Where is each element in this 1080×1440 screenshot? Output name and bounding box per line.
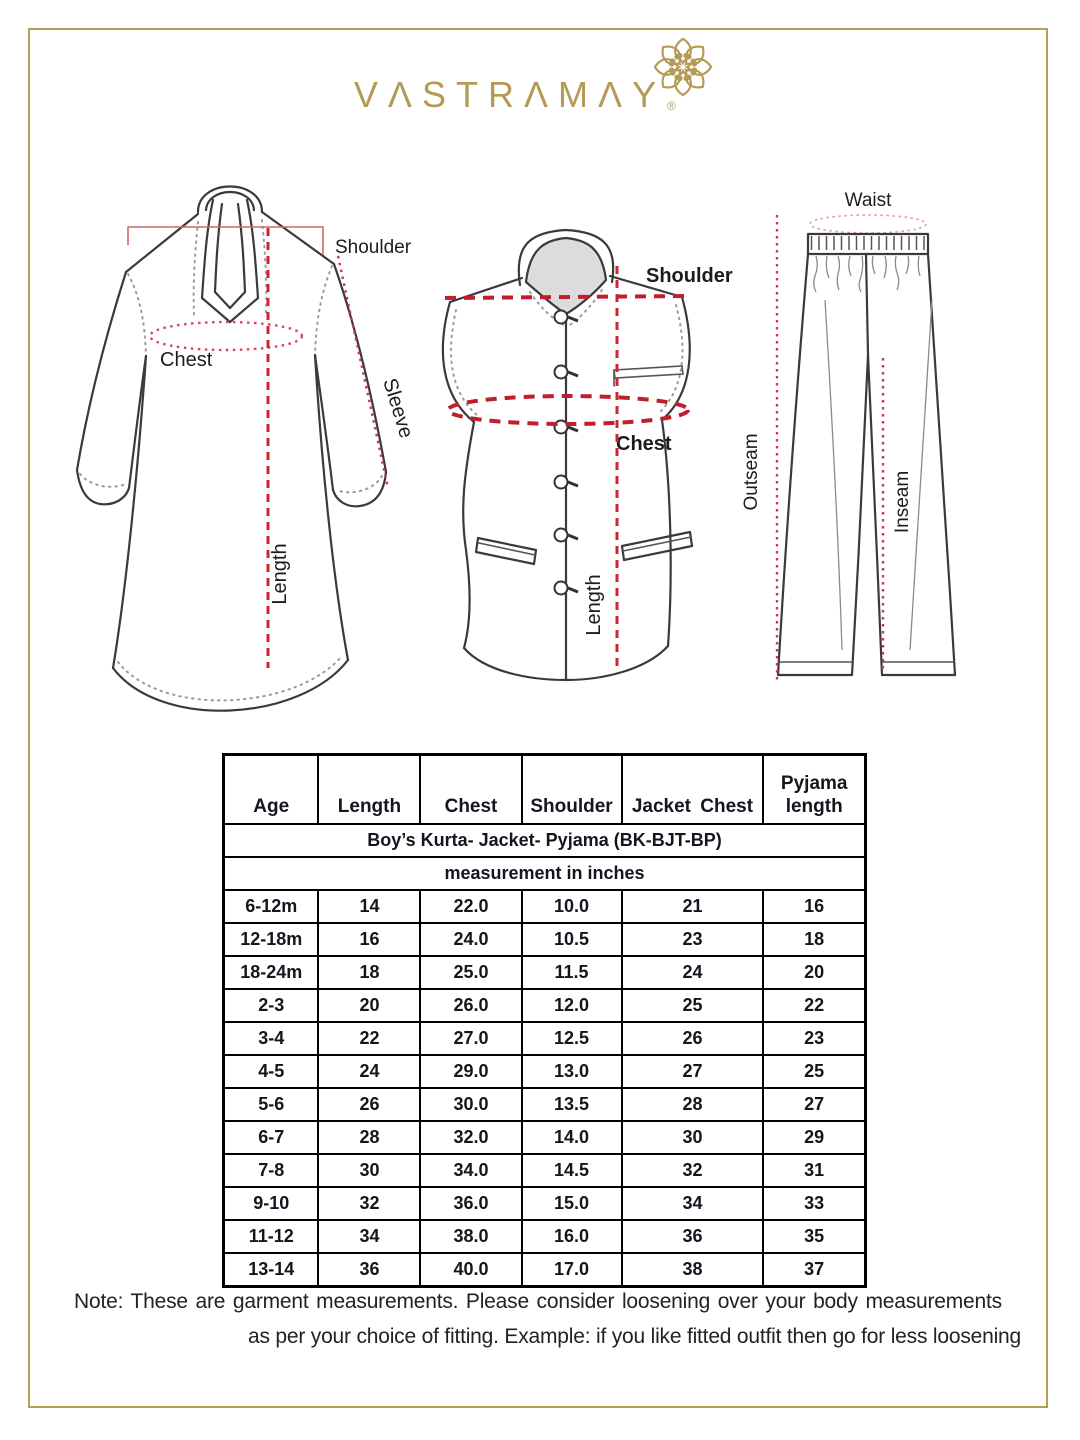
table-cell: 24 xyxy=(622,956,764,989)
kurta-length-label: Length xyxy=(269,543,291,605)
column-header: Chest xyxy=(420,755,521,825)
table-cell: 2-3 xyxy=(224,989,319,1022)
table-cell: 11.5 xyxy=(522,956,622,989)
table-cell: 25.0 xyxy=(420,956,521,989)
table-cell: 40.0 xyxy=(420,1253,521,1287)
table-cell: 25 xyxy=(763,1055,865,1088)
table-cell: 25 xyxy=(622,989,764,1022)
note-line-2: as per your choice of fitting. Example: if you like fitted outfit then go for less loosening xyxy=(247,1325,1021,1348)
table-cell: 38.0 xyxy=(420,1220,521,1253)
table-cell: 34.0 xyxy=(420,1154,521,1187)
table-cell: 23 xyxy=(763,1022,865,1055)
table-row xyxy=(224,1022,866,1055)
table-cell: 20 xyxy=(763,956,865,989)
jacket-length-label: Length xyxy=(583,574,605,636)
pyjama-outseam-label: Outseam xyxy=(741,433,762,511)
table-cell: 7-8 xyxy=(224,1154,319,1187)
table-cell: 29.0 xyxy=(420,1055,521,1088)
table-cell: 38 xyxy=(622,1253,764,1287)
jacket-diagram xyxy=(443,230,733,680)
table-cell: 28 xyxy=(622,1088,764,1121)
table-body xyxy=(224,890,866,1287)
table-cell: 27.0 xyxy=(420,1022,521,1055)
table-cell: 15.0 xyxy=(522,1187,622,1220)
table-cell: 12.5 xyxy=(522,1022,622,1055)
table-cell: 27 xyxy=(622,1055,764,1088)
kurta-sleeve-label: Sleeve xyxy=(378,375,418,441)
note-text xyxy=(55,1284,1021,1354)
table-cell: 16 xyxy=(763,890,865,923)
column-header: Pyjama length xyxy=(763,755,865,825)
table-title-row xyxy=(224,824,866,857)
table-row xyxy=(224,923,866,956)
table-cell: 5-6 xyxy=(224,1088,319,1121)
table-cell: 35 xyxy=(763,1220,865,1253)
table-cell: 32 xyxy=(318,1187,420,1220)
table-cell: 13.5 xyxy=(522,1088,622,1121)
table-row xyxy=(224,956,866,989)
table-cell: 31 xyxy=(763,1154,865,1187)
table-cell: 28 xyxy=(318,1121,420,1154)
column-header: Shoulder xyxy=(522,755,622,825)
table-cell: 32 xyxy=(622,1154,764,1187)
table-cell: 30.0 xyxy=(420,1088,521,1121)
table-subtitle: measurement in inches xyxy=(224,857,866,890)
table-cell: 18-24m xyxy=(224,956,319,989)
table-subtitle-row xyxy=(224,857,866,890)
table-cell: 20 xyxy=(318,989,420,1022)
table-cell: 26 xyxy=(622,1022,764,1055)
table-cell: 29 xyxy=(763,1121,865,1154)
table-cell: 34 xyxy=(318,1220,420,1253)
table-cell: 24.0 xyxy=(420,923,521,956)
table-cell: 30 xyxy=(318,1154,420,1187)
table-row xyxy=(224,1154,866,1187)
table-cell: 27 xyxy=(763,1088,865,1121)
table-cell: 10.5 xyxy=(522,923,622,956)
jacket-shoulder-label: Shoulder xyxy=(646,265,733,287)
table-cell: 14 xyxy=(318,890,420,923)
table-row xyxy=(224,1088,866,1121)
table-cell: 3-4 xyxy=(224,1022,319,1055)
table-cell: 14.5 xyxy=(522,1154,622,1187)
table-cell: 17.0 xyxy=(522,1253,622,1287)
table-row xyxy=(224,1055,866,1088)
column-header: Age xyxy=(224,755,319,825)
table-cell: 11-12 xyxy=(224,1220,319,1253)
table-cell: 13.0 xyxy=(522,1055,622,1088)
table-cell: 18 xyxy=(318,956,420,989)
table-cell: 26.0 xyxy=(420,989,521,1022)
pyjama-inseam-label: Inseam xyxy=(892,470,913,534)
table-cell: 14.0 xyxy=(522,1121,622,1154)
size-chart-table xyxy=(222,753,867,1288)
measurement-diagrams xyxy=(30,170,1050,745)
kurta-shoulder-label: Shoulder xyxy=(335,237,412,258)
column-header: Jacket Chest xyxy=(622,755,764,825)
table-row xyxy=(224,890,866,923)
kurta-chest-label: Chest xyxy=(160,349,213,371)
table-cell: 36 xyxy=(318,1253,420,1287)
table-cell: 24 xyxy=(318,1055,420,1088)
kurta-diagram xyxy=(77,187,417,711)
table-cell: 6-7 xyxy=(224,1121,319,1154)
table-cell: 10.0 xyxy=(522,890,622,923)
brand-logo: VΛSTRΛMΛY xyxy=(353,74,667,115)
table-row xyxy=(224,1220,866,1253)
note-line-1: Note: These are garment measurements. Please consider loosening over your body measurements xyxy=(74,1290,1002,1313)
table-cell: 32.0 xyxy=(420,1121,521,1154)
table-cell: 6-12m xyxy=(224,890,319,923)
column-header: Length xyxy=(318,755,420,825)
table-row xyxy=(224,989,866,1022)
pyjama-waist-label: Waist xyxy=(844,190,892,211)
jacket-chest-label: Chest xyxy=(616,433,672,455)
table-header-row xyxy=(224,755,866,825)
table-cell: 22 xyxy=(763,989,865,1022)
table-title: Boy’s Kurta- Jacket- Pyjama (BK-BJT-BP) xyxy=(224,824,866,857)
table-cell: 18 xyxy=(763,923,865,956)
table-cell: 9-10 xyxy=(224,1187,319,1220)
table-cell: 4-5 xyxy=(224,1055,319,1088)
table-row xyxy=(224,1187,866,1220)
table-cell: 16 xyxy=(318,923,420,956)
table-cell: 12.0 xyxy=(522,989,622,1022)
pyjama-diagram xyxy=(741,190,955,680)
table-cell: 36.0 xyxy=(420,1187,521,1220)
table-cell: 23 xyxy=(622,923,764,956)
table-cell: 21 xyxy=(622,890,764,923)
table-cell: 37 xyxy=(763,1253,865,1287)
table-cell: 22 xyxy=(318,1022,420,1055)
table-cell: 22.0 xyxy=(420,890,521,923)
registered-mark-icon: ® xyxy=(667,99,676,113)
table-cell: 36 xyxy=(622,1220,764,1253)
table-row xyxy=(224,1121,866,1154)
table-cell: 26 xyxy=(318,1088,420,1121)
table-cell: 33 xyxy=(763,1187,865,1220)
table-cell: 30 xyxy=(622,1121,764,1154)
table-cell: 13-14 xyxy=(224,1253,319,1287)
table-cell: 34 xyxy=(622,1187,764,1220)
table-cell: 16.0 xyxy=(522,1220,622,1253)
table-row xyxy=(224,1253,866,1287)
table-cell: 12-18m xyxy=(224,923,319,956)
